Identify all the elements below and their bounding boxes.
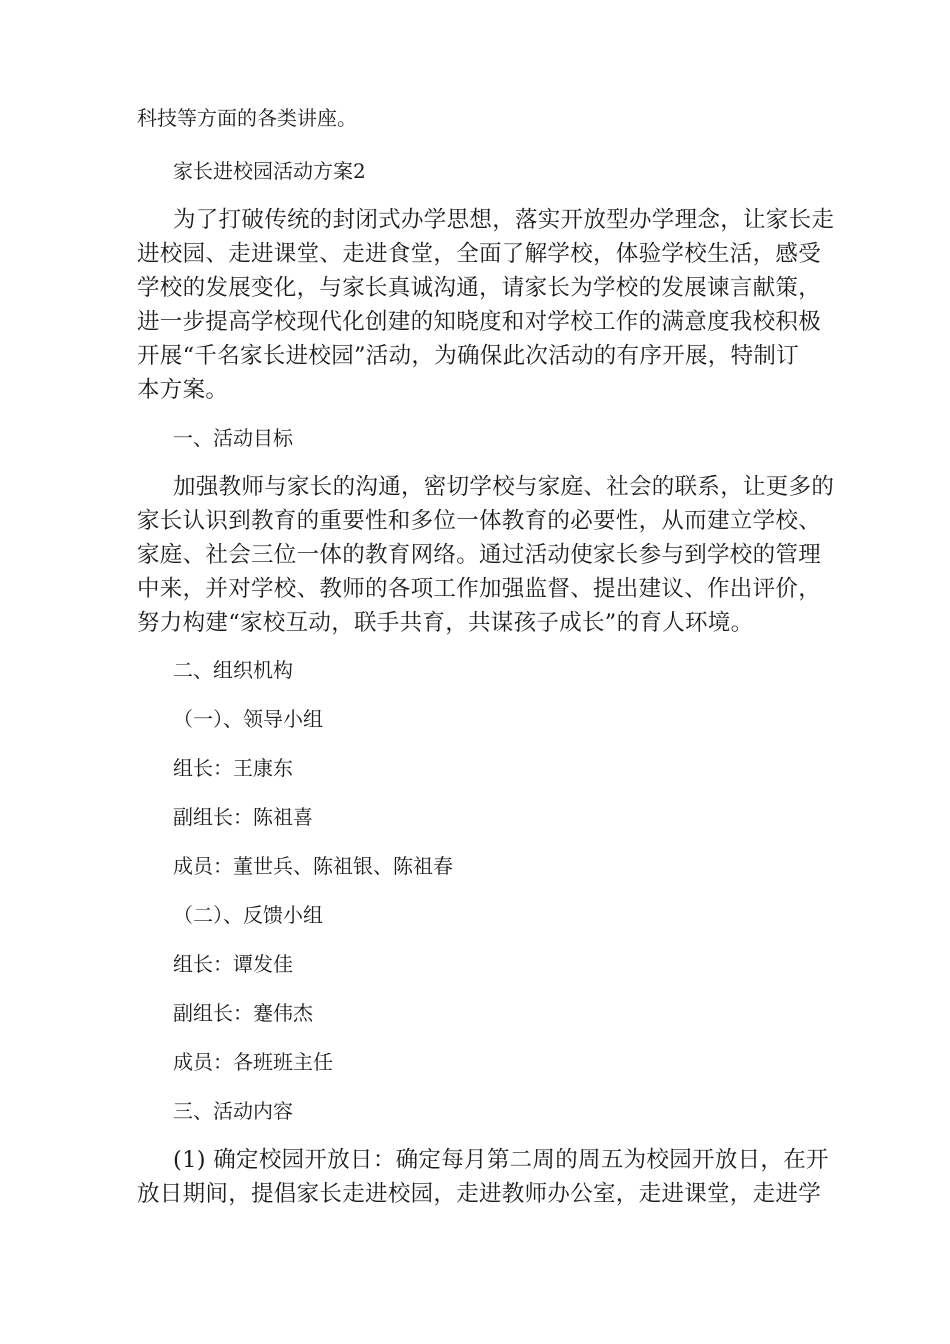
text-line: 副组长：陈祖喜 xyxy=(173,805,313,829)
paragraph-line: 家庭、社会三位一体的教育网络。通过活动使家长参与到学校的管理 xyxy=(137,542,822,568)
paragraph-line: 加强教师与家长的沟通，密切学校与家庭、社会的联系，让更多的 xyxy=(173,474,835,500)
paragraph-line: 家长认识到教育的重要性和多位一体教育的必要性，从而建立学校、 xyxy=(137,508,822,534)
paragraph-line: 开展“千名家长进校园”活动，为确保此次活动的有序开展，特制订 xyxy=(137,343,800,369)
text-line: 成员：董世兵、陈祖银、陈祖春 xyxy=(173,854,453,878)
paragraph-line: (1) 确定校园开放日：确定每月第二周的周五为校园开放日，在开 xyxy=(173,1147,829,1173)
subheading: （一）、领导小组 xyxy=(173,707,323,731)
paragraph-line: 进校园、走进课堂、走进食堂，全面了解学校，体验学校生活，感受 xyxy=(137,241,822,267)
text-line: 成员：各班班主任 xyxy=(173,1050,333,1074)
heading: 二、组织机构 xyxy=(173,658,293,682)
paragraph-line: 本方案。 xyxy=(137,377,229,403)
subheading: （二）、反馈小组 xyxy=(173,903,323,927)
heading: 三、活动内容 xyxy=(173,1099,293,1123)
paragraph-line: 中来，并对学校、教师的各项工作加强监督、提出建议、作出评价， xyxy=(137,576,822,602)
text-line: 科技等方面的各类讲座。 xyxy=(137,106,357,130)
text-line: 组长：王康东 xyxy=(173,756,293,780)
section-title: 家长进校园活动方案2 xyxy=(173,159,366,183)
text-line: 副组长：蹇伟杰 xyxy=(173,1001,313,1025)
paragraph-line: 进一步提高学校现代化创建的知晓度和对学校工作的满意度我校积极 xyxy=(137,309,822,335)
paragraph-line: 为了打破传统的封闭式办学思想，落实开放型办学理念，让家长走 xyxy=(173,207,835,233)
text-line: 组长：谭发佳 xyxy=(173,952,293,976)
heading: 一、活动目标 xyxy=(173,426,293,450)
paragraph-line: 努力构建“家校互动，联手共育，共谋孩子成长”的育人环境。 xyxy=(137,610,754,636)
paragraph-line: 学校的发展变化，与家长真诚沟通，请家长为学校的发展谏言献策， xyxy=(137,275,822,301)
paragraph-line: 放日期间，提倡家长走进校园，走进教师办公室，走进课堂，走进学 xyxy=(137,1181,822,1207)
